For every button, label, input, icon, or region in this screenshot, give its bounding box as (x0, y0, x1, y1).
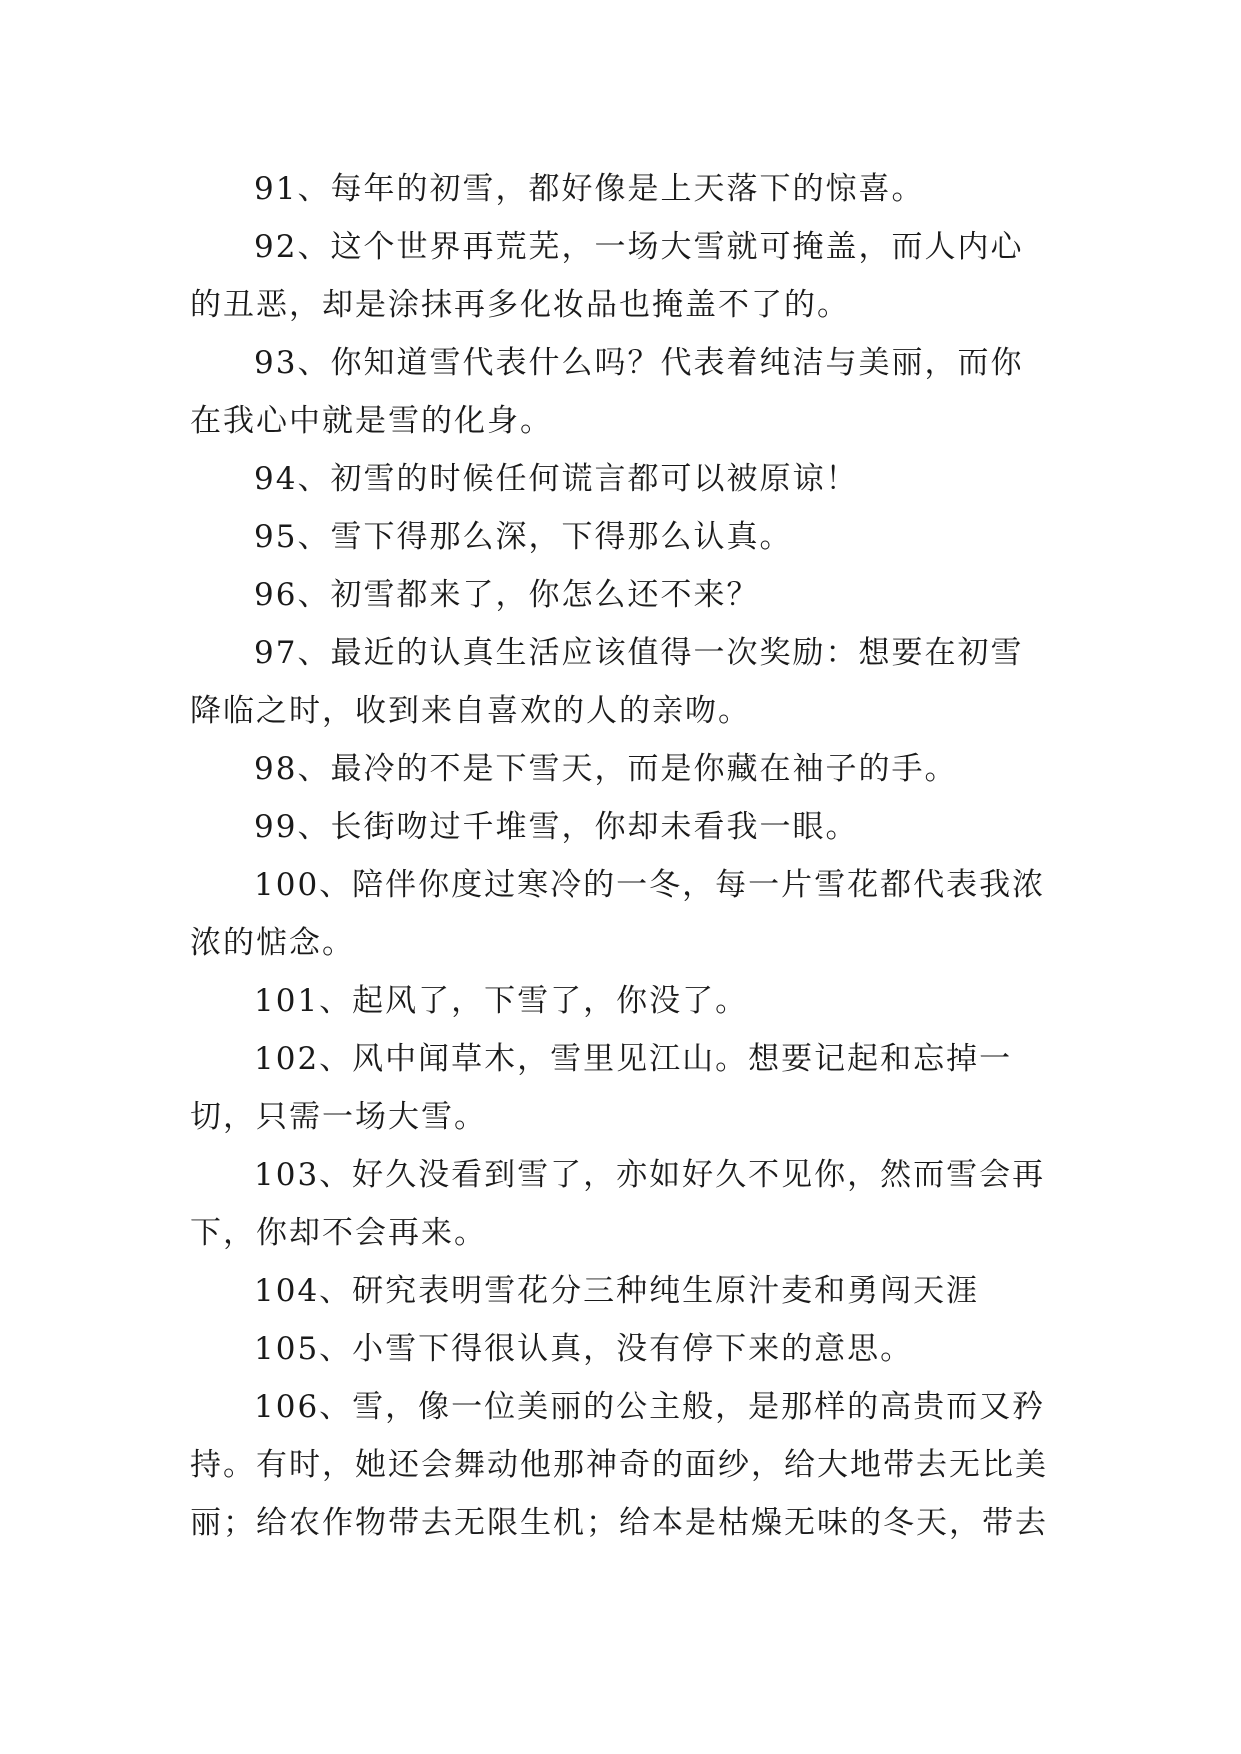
paragraph-98: 98、最冷的不是下雪天，而是你藏在袖子的手。 (254, 751, 958, 787)
paragraph-95: 95、雪下得那么深，下得那么认真。 (254, 519, 793, 555)
paragraph-102: 102、风中闻草木，雪里见江山。想要记起和忘掉一切，只需一场大雪。 (190, 1041, 1013, 1135)
paragraph-97: 97、最近的认真生活应该值得一次奖励：想要在初雪降临之时，收到来自喜欢的人的亲吻。 (190, 635, 1024, 729)
paragraph-104: 104、研究表明雪花分三种纯生原汁麦和勇闯天涯 (254, 1273, 980, 1309)
paragraph-92: 92、这个世界再荒芜，一场大雪就可掩盖，而人内心的丑恶，却是涂抹再多化妆品也掩盖不了的。 (190, 229, 1024, 323)
paragraph-105: 105、小雪下得很认真，没有停下来的意思。 (254, 1331, 914, 1367)
paragraph-100: 100、陪伴你度过寒冷的一冬，每一片雪花都代表我浓浓的惦念。 (190, 867, 1046, 961)
paragraph-103: 103、好久没看到雪了，亦如好久不见你，然而雪会再下，你却不会再来。 (190, 1157, 1046, 1251)
paragraph-94: 94、初雪的时候任何谎言都可以被原谅！ (254, 461, 859, 497)
paragraph-91: 91、每年的初雪，都好像是上天落下的惊喜。 (254, 171, 925, 207)
paragraph-101: 101、起风了，下雪了，你没了。 (254, 983, 749, 1019)
paragraph-96: 96、初雪都来了，你怎么还不来？ (254, 577, 760, 613)
paragraph-93: 93、你知道雪代表什么吗？代表着纯洁与美丽，而你在我心中就是雪的化身。 (190, 345, 1024, 439)
paragraph-106: 106、雪，像一位美丽的公主般，是那样的高贵而又矜持。有时，她还会舞动他那神奇的面纱，给大地带去无比美丽；给农作物带去无限生机；给本是枯燥无味的冬天，带去 (190, 1389, 1048, 1541)
document-body (190, 160, 1052, 1552)
paragraph-99: 99、长街吻过千堆雪，你却未看我一眼。 (254, 809, 859, 845)
